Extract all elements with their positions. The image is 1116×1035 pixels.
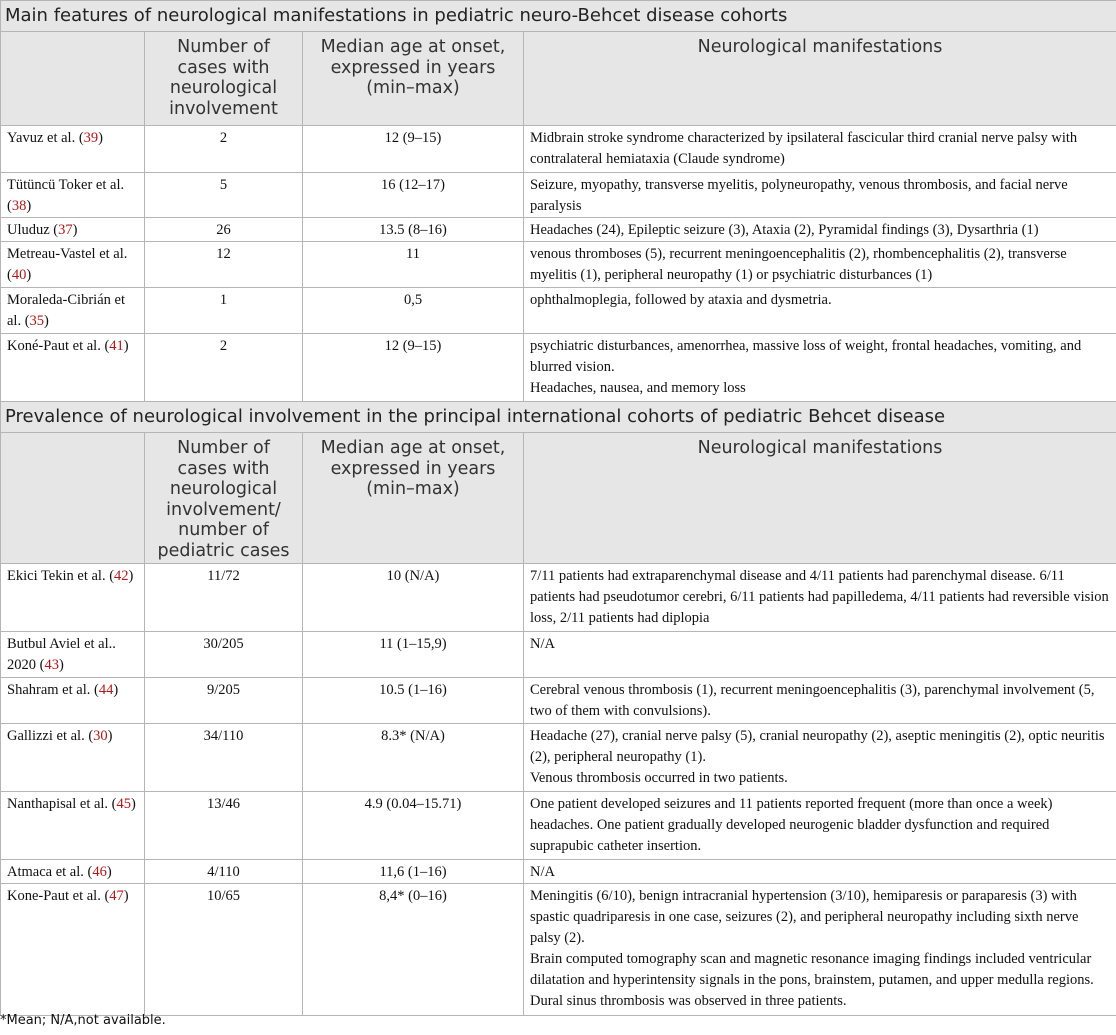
manifestations-cell: N/A — [524, 632, 1116, 678]
cases-cell: 34/110 — [145, 724, 303, 792]
column-header-manifestations: Neurological manifestations — [524, 433, 1116, 564]
manifestations-cell: Headaches (24), Epileptic seizure (3), Ataxia (2), Pyramidal findings (3), Dysarthria (1) — [524, 218, 1116, 242]
reference-link[interactable]: 41 — [109, 338, 124, 354]
manifestations-cell: Meningitis (6/10), benign intracranial hypertension (3/10), hemiparesis or paraparesis (3) with spastic quadriparesis in one case, seizures (2), and peripheral neuropathy including sixth nerve palsy (2). Brain computed tomography scan and magnetic resonance imaging findings included ventricular dilatation and hyperintensity signals in the pons, brainstem, putamen, and upper medulla regions. Dural sinus thrombosis was observed in three patients. — [524, 884, 1116, 1016]
cases-cell: 26 — [145, 218, 303, 242]
age-cell: 8,4* (0–16) — [303, 884, 524, 1016]
study-cell: Koné-Paut et al. (41) — [1, 334, 145, 402]
age-cell: 13.5 (8–16) — [303, 218, 524, 242]
table-row — [1, 792, 1116, 860]
cases-cell: 2 — [145, 126, 303, 173]
age-cell: 4.9 (0.04–15.71) — [303, 792, 524, 860]
reference-link[interactable]: 46 — [92, 864, 107, 880]
study-cell: Tütüncü Toker et al. (38) — [1, 173, 145, 218]
column-header-manifestations: Neurological manifestations — [524, 32, 1116, 126]
reference-link[interactable]: 39 — [83, 130, 99, 146]
study-cell: Ekici Tekin et al. (42) — [1, 564, 145, 632]
reference-link[interactable]: 40 — [11, 267, 27, 283]
age-cell: 11 — [303, 242, 524, 288]
cases-cell: 9/205 — [145, 678, 303, 724]
section-2-title: Prevalence of neurological involvement in the principal international cohorts of pediatric Behcet disease — [1, 402, 1116, 433]
table-row — [1, 632, 1116, 678]
column-header-age: Median age at onset, expressed in years (min–max) — [303, 32, 524, 126]
cases-cell: 5 — [145, 173, 303, 218]
reference-link[interactable]: 35 — [29, 313, 45, 329]
cases-cell: 2 — [145, 334, 303, 402]
table-row — [1, 884, 1116, 1016]
table-row — [1, 860, 1116, 884]
study-cell: Atmaca et al. (46) — [1, 860, 145, 884]
age-cell: 12 (9–15) — [303, 334, 524, 402]
reference-link[interactable]: 30 — [93, 728, 108, 744]
study-cell: Uluduz (37) — [1, 218, 145, 242]
manifestations-cell: Headache (27), cranial nerve palsy (5), cranial neuropathy (2), aseptic meningitis (2), optic neuritis (2), peripheral neuropathy (1). Venous thrombosis occurred in two patients. — [524, 724, 1116, 792]
table-row — [1, 242, 1116, 288]
reference-link[interactable]: 44 — [98, 682, 114, 698]
study-cell: Moraleda-Cibrián et al. (35) — [1, 288, 145, 334]
study-cell: Kone-Paut et al. (47) — [1, 884, 145, 1016]
table-row — [1, 126, 1116, 173]
reference-link[interactable]: 45 — [116, 796, 132, 812]
cases-cell: 10/65 — [145, 884, 303, 1016]
cases-cell: 4/110 — [145, 860, 303, 884]
table-row — [1, 288, 1116, 334]
study-cell: Yavuz et al. (39) — [1, 126, 145, 173]
manifestations-cell: ophthalmoplegia, followed by ataxia and dysmetria. — [524, 288, 1116, 334]
cases-cell: 12 — [145, 242, 303, 288]
column-header-age: Median age at onset, expressed in years (min–max) — [303, 433, 524, 564]
table-row — [1, 678, 1116, 724]
reference-link[interactable]: 47 — [109, 888, 124, 904]
manifestations-cell: Midbrain stroke syndrome characterized by ipsilateral fascicular third cranial nerve palsy with contralateral hemiataxia (Claude syndrome) — [524, 126, 1116, 173]
age-cell: 10 (N/A) — [303, 564, 524, 632]
column-header-cases: Number of cases with neurological involvement/ number of pediatric cases — [145, 433, 303, 564]
age-cell: 11,6 (1–16) — [303, 860, 524, 884]
study-cell: Gallizzi et al. (30) — [1, 724, 145, 792]
manifestations-cell: Seizure, myopathy, transverse myelitis, polyneuropathy, venous thrombosis, and facial nerve paralysis — [524, 173, 1116, 218]
column-header-study — [1, 32, 145, 126]
section-1-title-row — [1, 1, 1116, 32]
reference-link[interactable]: 37 — [58, 222, 73, 238]
study-cell: Shahram et al. (44) — [1, 678, 145, 724]
reference-link[interactable]: 38 — [11, 198, 27, 214]
age-cell: 12 (9–15) — [303, 126, 524, 173]
age-cell: 8.3* (N/A) — [303, 724, 524, 792]
table-row — [1, 173, 1116, 218]
section-1-title: Main features of neurological manifestations in pediatric neuro-Behcet disease cohorts — [1, 1, 1116, 32]
reference-link[interactable]: 42 — [114, 568, 129, 584]
reference-link[interactable]: 43 — [44, 657, 59, 673]
table-row — [1, 334, 1116, 402]
age-cell: 11 (1–15,9) — [303, 632, 524, 678]
cases-cell: 11/72 — [145, 564, 303, 632]
cases-cell: 1 — [145, 288, 303, 334]
manifestations-cell: 7/11 patients had extraparenchymal disease and 4/11 patients had parenchymal disease. 6/11 patients had pseudotumor cerebri, 6/11 patients had papilledema, 4/11 patients had reversible vision loss, 2/11 patients had diplopia — [524, 564, 1116, 632]
age-cell: 0,5 — [303, 288, 524, 334]
study-cell: Nanthapisal et al. (45) — [1, 792, 145, 860]
cases-cell: 30/205 — [145, 632, 303, 678]
age-cell: 10.5 (1–16) — [303, 678, 524, 724]
cases-cell: 13/46 — [145, 792, 303, 860]
section-2-title-row — [1, 402, 1116, 433]
study-cell: Butbul Aviel et al.. 2020 (43) — [1, 632, 145, 678]
section-1-header-row — [1, 32, 1116, 126]
manifestations-cell: venous thromboses (5), recurrent meningoencephalitis (2), rhombencephalitis (2), transverse myelitis (1), peripheral neuropathy (1) or psychiatric disturbances (1) — [524, 242, 1116, 288]
age-cell: 16 (12–17) — [303, 173, 524, 218]
manifestations-cell: N/A — [524, 860, 1116, 884]
manifestations-cell: psychiatric disturbances, amenorrhea, massive loss of weight, frontal headaches, vomiting, and blurred vision. Headaches, nausea, and memory loss — [524, 334, 1116, 402]
manifestations-cell: One patient developed seizures and 11 patients reported frequent (more than once a week) headaches. One patient gradually developed neurogenic bladder dysfunction and required suprapubic catheter insertion. — [524, 792, 1116, 860]
section-2-header-row — [1, 433, 1116, 564]
column-header-study — [1, 433, 145, 564]
study-cell: Metreau-Vastel et al. (40) — [1, 242, 145, 288]
column-header-cases: Number of cases with neurological involvement — [145, 32, 303, 126]
table-row — [1, 218, 1116, 242]
table-footnote: *Mean; N/A,not available. — [0, 1013, 166, 1028]
table-row — [1, 564, 1116, 632]
manifestations-cell: Cerebral venous thrombosis (1), recurrent meningoencephalitis (3), parenchymal involvement (5, two of them with convulsions). — [524, 678, 1116, 724]
table-row — [1, 724, 1116, 792]
